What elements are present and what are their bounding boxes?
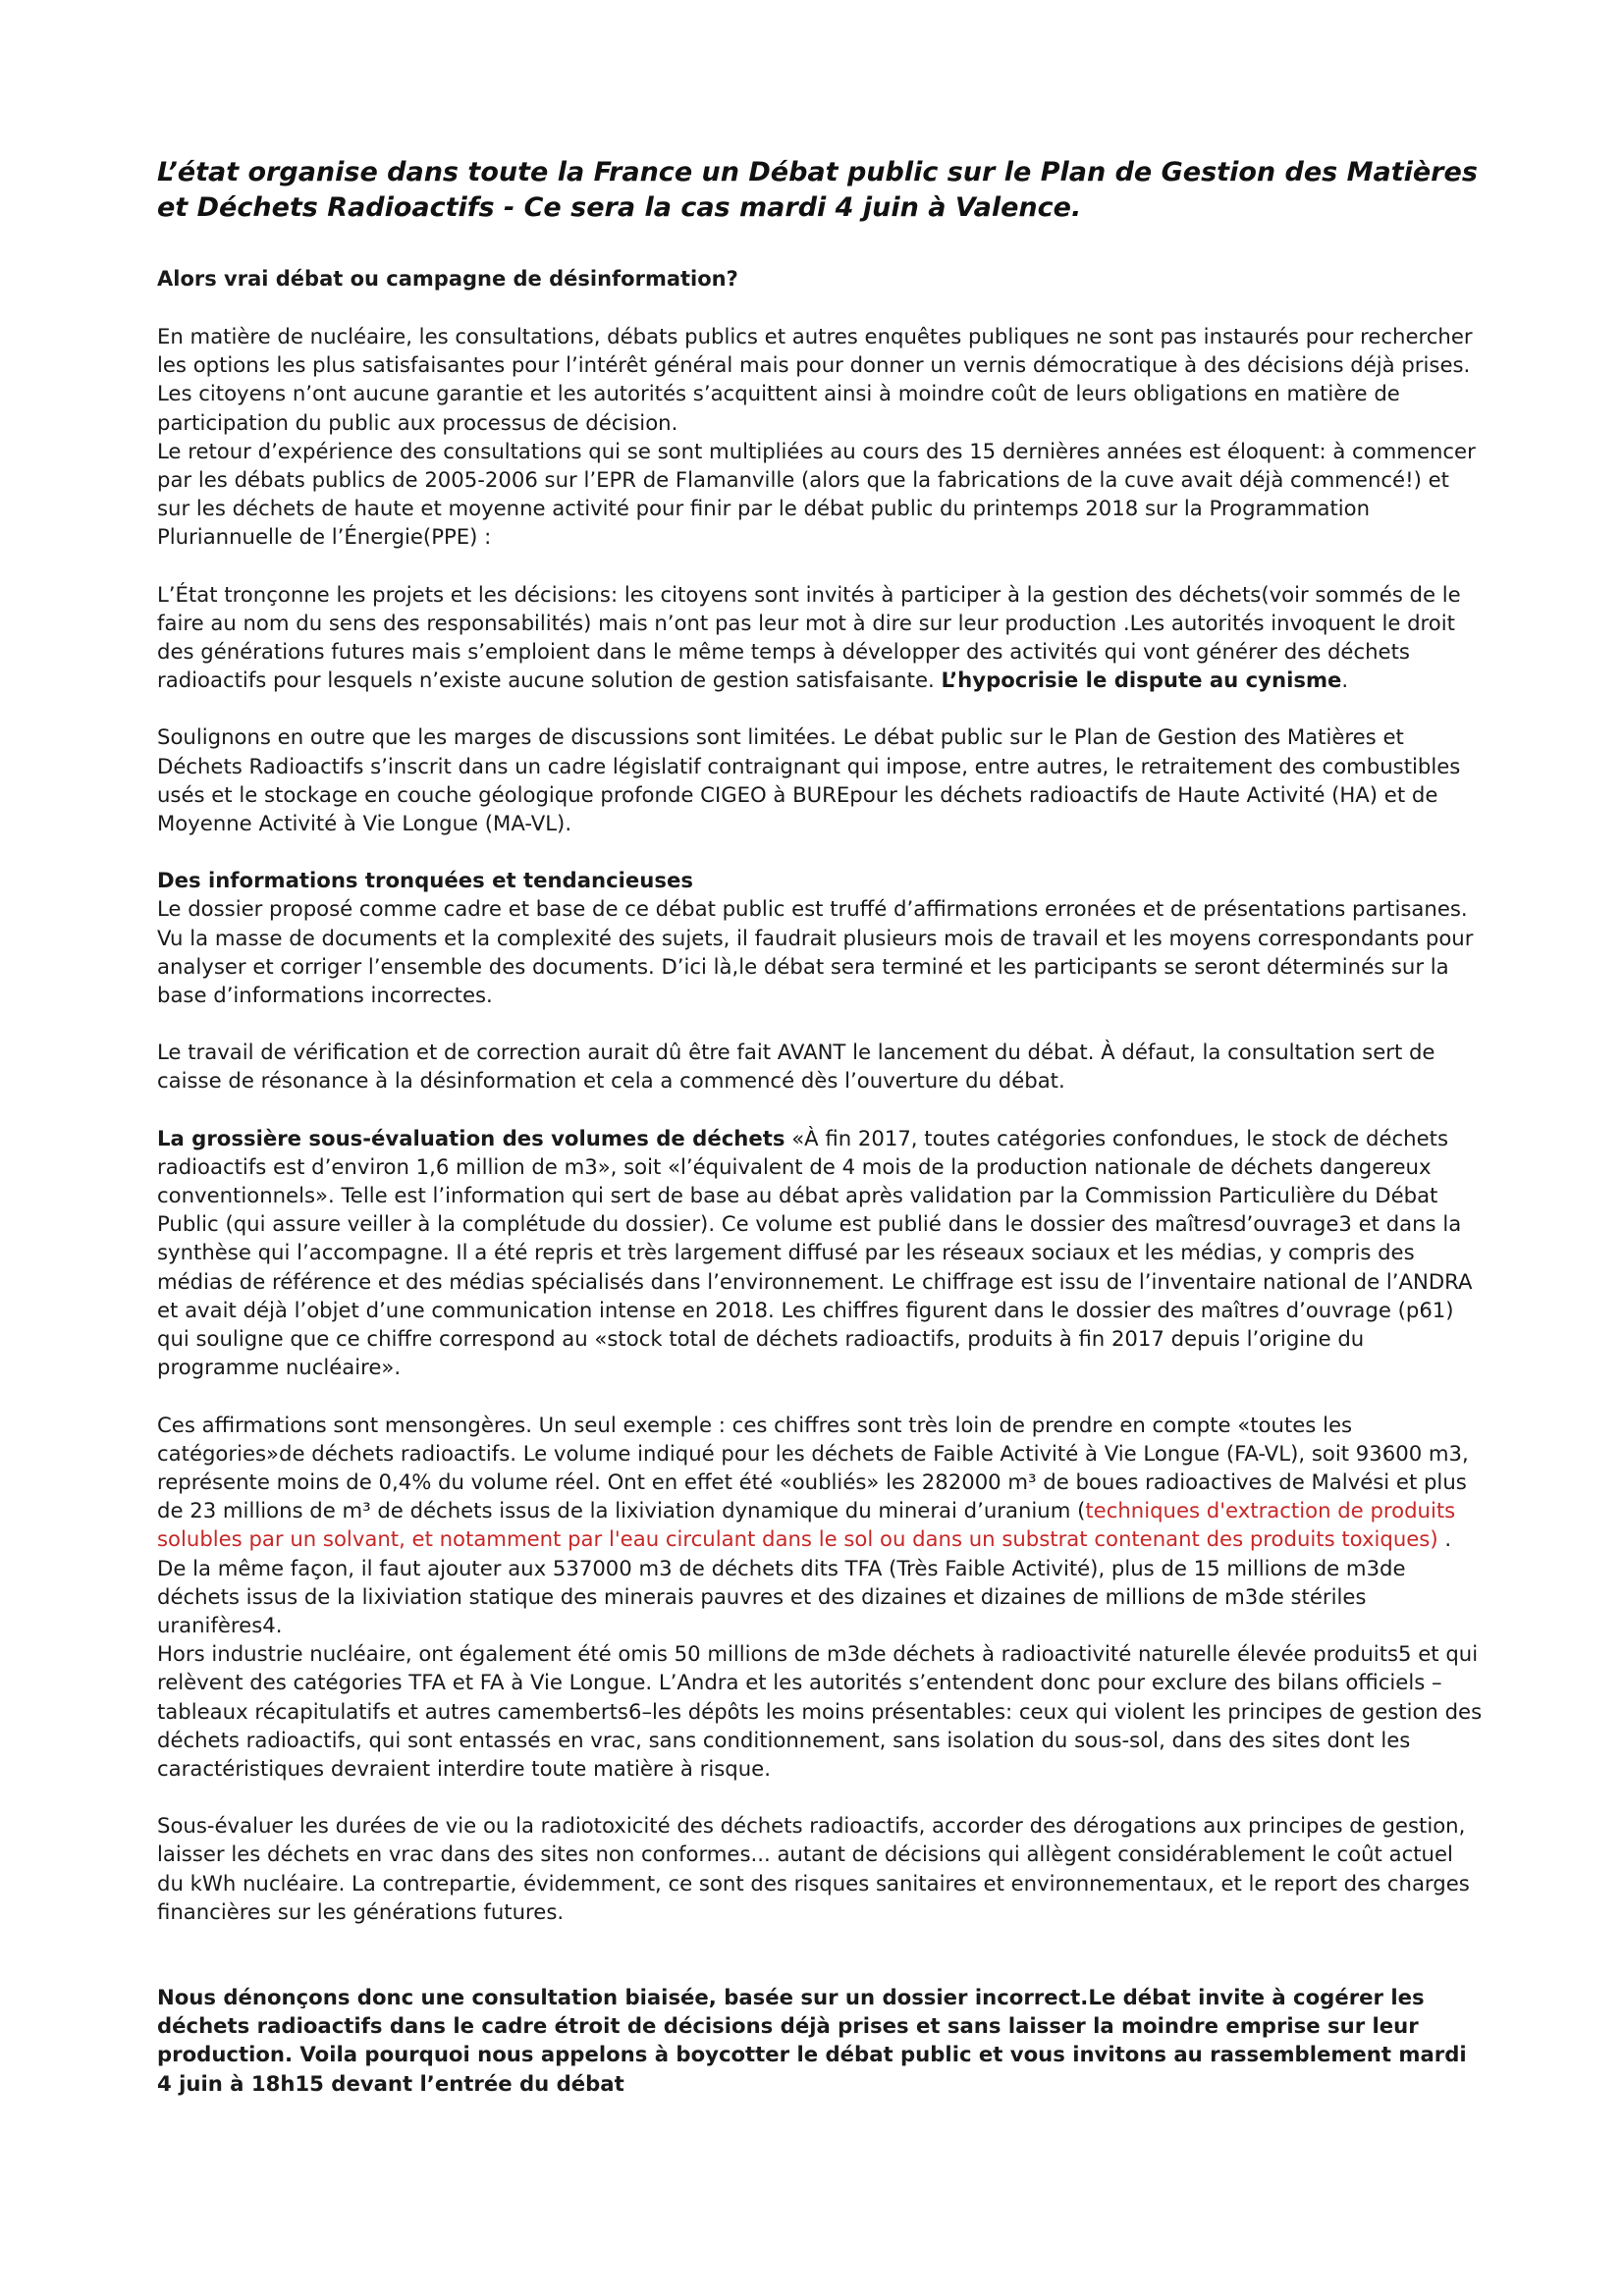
paragraph-retour-experience: Le retour d’expérience des consultations qui se sont multipliées au cours des 15 dernières années est éloquent: à commencer par les débats publics de 2005-2006 sur l’EPR de Flamanville (alors que la fabrications de la cuve avait déjà commencé!) et sur les déchets de haute et moyenne activité pour finir par le débat public du printemps 2018 sur la Programmation Pluriannuelle de l’Énergie(PPE) : [157,438,1476,550]
document-page [157,155,1483,2098]
spacer [157,1095,1483,1124]
paragraph-end: . [1341,667,1349,693]
spacer [157,694,1483,722]
paragraph-sous-evaluer: Sous-évaluer les durées de vie ou la radiotoxicité des déchets radioactifs, accorder des dérogations aux principes de gestion, laisser les déchets en vrac dans des sites non conformes... autant de décisions qui allègent considérablement le coût actuel du kWh nucléaire. La contrepartie, évidemment, ce sont des risques sanitaires et environnementaux, et le report des charges financières sur les générations futures. [157,1813,1470,1924]
paragraph-text: L’État tronçonne les projets et les décisions: les citoyens sont invités à participer à la gestion des déchets(voir sommés de le faire au nom du sens des responsabilités) mais n’ont pas leur mot à dire sur leur production .Les autorités invoquent le droit des générations futures mais s’emploient dans le même temps à développer des activités qui vont générer des déchets radioactifs pour lesquels n’existe aucune solution de gestion satisfaisante. [157,581,1461,693]
spacer [157,837,1483,866]
paragraph-dossier-propose: Le dossier proposé comme cadre et base de ce débat public est truffé d’affirmations erronées et de présentations partisanes. Vu la masse de documents et la complexité des sujets, il faudrait plusieurs mois de travail et les moyens correspondants pour analyser et corriger l’ensemble des documents. D’ici là,le débat sera terminé et les participants se seront déterminés sur la base d’informations incorrectes. [157,896,1474,1008]
document-title: L’état organise dans toute la France un Débat public sur le Plan de Gestion des Matières et Déchets Radioactifs - Ce sera la cas mardi 4 juin à Valence. [157,157,1478,223]
paragraph-text: Ces affirmations sont mensongères. Un seul exemple : ces chiffres sont très loin de prendre en compte «toutes les catégories»de déchets radioactifs. Le volume indiqué pour les déchets de Faible Activité à Vie Longue (FA-VL), soit 93600 m3, représente moins de 0,4% du volume réel. Ont en effet été «oubliés» les 282000 m³ de boues radioactives de Malvési et plus de 23 millions de m³ de déchets issus de la lixiviation dynamique du minerai d’uranium ( [157,1412,1469,1523]
section-heading-text: Des informations tronquées et tendancieuses [157,868,693,893]
highlighted-definition: techniques d'extraction de produits solubles par un solvant, et notamment par l'eau circulant dans le sol ou dans un substrat contenant des produits toxiques) [157,1498,1456,1552]
spacer [157,1926,1483,1983]
spacer [157,1382,1483,1411]
section-heading-informations [157,866,1483,894]
paragraph-marges-discussion: Soulignons en outre que les marges de discussions sont limitées. Le débat public sur le Plan de Gestion des Matières et Déchets Radioactifs s’inscrit dans un cadre législatif contraignant qui impose, entre autres, le retraitement des combustibles usés et le stockage en couche géologique profonde CIGEO à BUREpour les déchets radioactifs de Haute Activité (HA) et de Moyenne Activité à Vie Longue (MA-VL). [157,724,1461,836]
paragraph-text: «À fin 2017, toutes catégories confondues, le stock de déchets radioactifs est d’environ 1,6 million de m3», soit «l’équivalent de 4 mois de la production nationale de déchets dangereux conventionnels». Telle est l’information qui sert de base au débat après validation par la Commission Particulière du Débat Public (qui assure veiller à la complétude du dossier). Ce volume est publié dans le dossier des maîtresd’ouvrage3 et dans la synthèse qui l’accompagne. Il a été repris et très largement diffusé par les réseaux sociaux et les médias, y compris des médias de référence et des médias spécialisés dans l’environnement. Le chiffrage est issu de l’inventaire national de l’ANDRA et avait déjà l’objet d’une communication intense en 2018. Les chiffres figurent dans le dossier des maîtres d’ouvrage (p61) qui souligne que ce chiffre correspond au «stock total de déchets radioactifs, produits à fin 2017 depuis l’origine du programme nucléaire». [157,1125,1473,1380]
paragraph-hors-industrie: Hors industrie nucléaire, ont également été omis 50 millions de m3de déchets à radioactivité naturelle élevée produits5 et qui relèvent des catégories TFA et FA à Vie Longue. L’Andra et les autorités s’entendent donc pour exclure des bilans officiels –tableaux récapitulatifs et autres camemberts6–les dépôts les moins présentables: ceux qui violent les principes de gestion des déchets radioactifs, qui sont entassés en vrac, sans conditionnement, sans isolation du sous-sol, dans des sites dont les caractéristiques devraient interdire toute matière à risque. [157,1641,1483,1781]
paragraph-etat-tronconne [157,580,1483,695]
question-heading: Alors vrai débat ou campagne de désinformation? [157,267,738,291]
paragraph-consultations: En matière de nucléaire, les consultations, débats publics et autres enquêtes publiques ne sont pas instaurés pour rechercher les options les plus satisfaisantes pour l’intérêt général mais pour donner un vernis démocratique à des décisions déjà prises. Les citoyens n’ont aucune garantie et les autorités s’acquittent ainsi à moindre coût de leurs obligations en matière de participation du public aux processus de décision. [157,324,1473,435]
paragraph-sous-evaluation [157,1124,1483,1382]
emphasis-sous-evaluation: La grossière sous-évaluation des volumes de déchets [157,1125,785,1150]
paragraph-affirmations-mensongeres [157,1411,1483,1640]
paragraph-verification: Le travail de vérification et de correction aurait dû être fait AVANT le lancement du débat. À défaut, la consultation sert de caisse de résonance à la désinformation et cela a commencé dès l’ouverture du débat. [157,1040,1435,1094]
spacer [157,1009,1483,1038]
paragraph-text-continued: . De la même façon, il faut ajouter aux 537000 m3 de déchets dits TFA (Très Faible Activité), plus de 15 millions de m3de déchets issus de la lixiviation statique des minerais pauvres et des dizaines et dizaines de millions de m3de stériles uranifères4. [157,1526,1452,1637]
emphasis-hypocrisie: L’hypocrisie le dispute au cynisme [941,667,1342,693]
spacer [157,1783,1483,1811]
conclusion-call-to-action: Nous dénonçons donc une consultation biaisée, basée sur un dossier incorrect.Le débat invite à cogérer les déchets radioactifs dans le cadre étroit de décisions déjà prises et sans laisser la moindre emprise sur leur production. Voila pourquoi nous appelons à boycotter le débat public et vous invitons au rassemblement mardi 4 juin à 18h15 devant l’entrée du débat [157,1984,1467,2096]
spacer [157,552,1483,580]
